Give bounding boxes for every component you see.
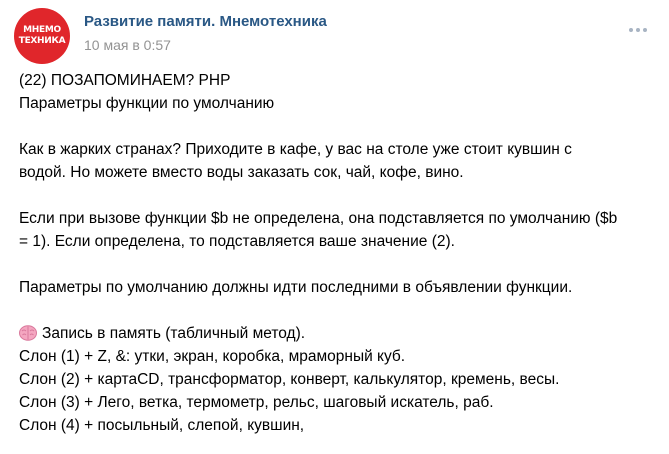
three-dots-icon [643,28,647,32]
paragraph-line: Как в жарких странах? Приходите в кафе, у вас на столе уже стоит кувшин с [19,141,572,158]
author-name[interactable]: Развитие памяти. Мнемотехника [84,13,327,30]
avatar-text-line-2: ТЕХНИКА [18,36,66,46]
three-dots-icon [629,28,633,32]
list-item: Слон (4) + посыльный, слепой, кувшин, [19,417,305,434]
list-item: Слон (1) + Z, &: утки, экран, коробка, мраморный куб. [19,348,406,365]
post-text [19,69,659,437]
avatar[interactable] [14,8,70,64]
post-date[interactable]: 10 мая в 0:57 [84,37,171,53]
list-item: Слон (3) + Лего, ветка, термометр, рельс, шаговый искатель, раб. [19,394,494,411]
post-subtitle: Параметры функции по умолчанию [19,95,275,112]
paragraph-line: водой. Но можете вместо воды заказать сок, чай, кофе, вино. [19,164,464,181]
brain-icon [19,325,37,341]
three-dots-icon [636,28,640,32]
paragraph-line: Если при вызове функции $b не определена, она подставляется по умолчанию ($b [19,210,618,227]
memory-heading-line [19,322,659,345]
avatar-text-line-1: МНЕМО [23,25,61,35]
post-title: (22) ПОЗАПОМИНАЕМ? PHP [19,72,231,89]
paragraph-line: Параметры по умолчанию должны идти последними в объявлении функции. [19,279,573,296]
paragraph-line: = 1). Если определена, то подставляется ваше значение (2). [19,233,455,250]
memory-heading: Запись в память (табличный метод). [42,325,306,342]
more-options-button[interactable] [629,24,647,36]
list-item: Слон (2) + картаCD, трансформатор, конверт, калькулятор, кремень, весы. [19,371,560,388]
